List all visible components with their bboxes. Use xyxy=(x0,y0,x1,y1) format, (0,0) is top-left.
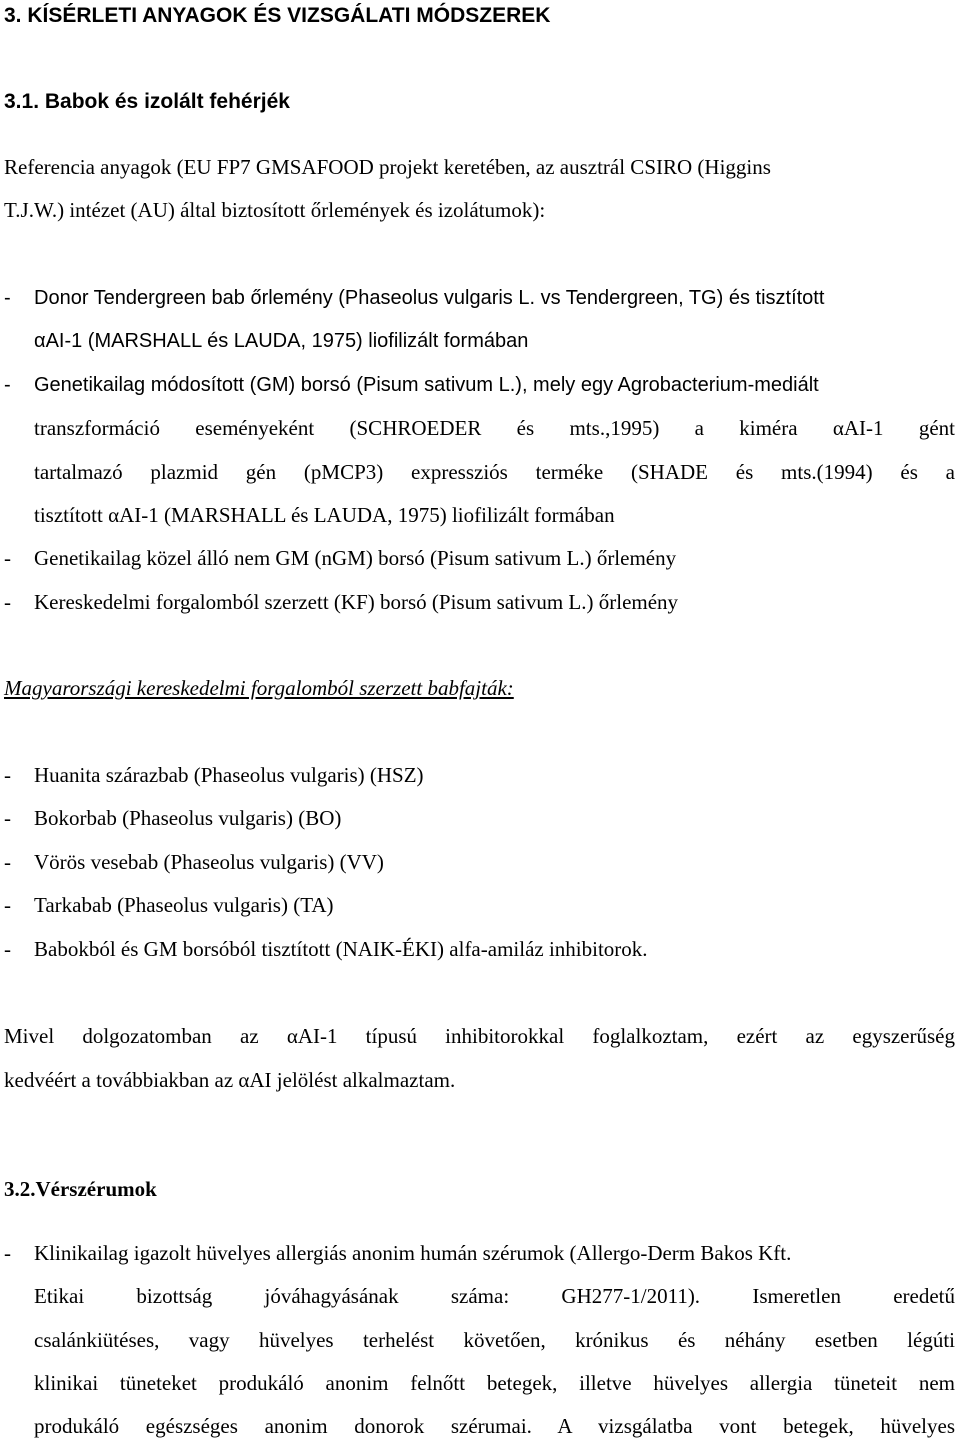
note-line-1: Mivel dolgozatomban az αAI-1 típusú inhibitorokkal foglalkoztam, ezért az egyszerűség xyxy=(4,1024,955,1048)
list-dash: - xyxy=(4,893,11,917)
list-dash: - xyxy=(4,374,11,396)
list-dash: - xyxy=(4,546,11,570)
market-item: Babokból és GM borsóból tisztított (NAIK-ÉKI) alfa-amiláz inhibitorok. xyxy=(34,937,648,961)
serum-text: produkáló egészséges anonim donorok szérumai. A vizsgálatba vont betegek, hüvelyes xyxy=(34,1414,955,1438)
subsection-heading: 3.1. Babok és izolált fehérjék xyxy=(4,90,290,113)
list-item-text: tisztított αAI-1 (MARSHALL és LAUDA, 1975) liofilizált formában xyxy=(34,503,615,527)
list-dash: - xyxy=(4,590,11,614)
section-heading: 3. KÍSÉRLETI ANYAGOK ÉS VIZSGÁLATI MÓDSZEREK xyxy=(4,4,551,27)
subsection-heading: 3.2.Vérszérumok xyxy=(4,1177,157,1201)
serum-text: csalánkiütéses, vagy hüvelyes terhelést követően, krónikus és néhány esetben légúti xyxy=(34,1328,955,1352)
list-item-text: tartalmazó plazmid gén (pMCP3) expressziós terméke (SHADE és mts.(1994) és a xyxy=(34,460,955,484)
market-item: Tarkabab (Phaseolus vulgaris) (TA) xyxy=(34,893,334,917)
market-heading: Magyarországi kereskedelmi forgalomból szerzett babfajták: xyxy=(4,676,514,700)
list-item-text: Genetikailag módosított (GM) borsó (Pisum sativum L.), mely egy Agrobacterium-mediált xyxy=(34,374,819,396)
market-item: Vörös vesebab (Phaseolus vulgaris) (VV) xyxy=(34,850,384,874)
list-item-text: Genetikailag közel álló nem GM (nGM) borsó (Pisum sativum L.) őrlemény xyxy=(34,546,677,570)
list-item-text: αAI-1 (MARSHALL és LAUDA, 1975) liofilizált formában xyxy=(34,330,529,352)
list-dash: - xyxy=(4,937,11,961)
intro-line-2: T.J.W.) intézet (AU) által biztosított őrlemények és izolátumok): xyxy=(4,198,546,222)
intro-line-1: Referencia anyagok (EU FP7 GMSAFOOD projekt keretében, az ausztrál CSIRO (Higgins xyxy=(4,155,771,179)
list-item-text: Kereskedelmi forgalomból szerzett (KF) borsó (Pisum sativum L.) őrlemény xyxy=(34,590,679,614)
note-line-2: kedvéért a továbbiakban az αAI jelölést alkalmaztam. xyxy=(4,1068,456,1092)
serum-text: Klinikailag igazolt hüvelyes allergiás anonim humán szérumok (Allergo-Derm Bakos Kft. xyxy=(34,1241,792,1265)
market-item: Bokorbab (Phaseolus vulgaris) (BO) xyxy=(34,806,342,830)
list-dash: - xyxy=(4,763,11,787)
serum-text: klinikai tüneteket produkáló anonim felnőtt betegek, illetve hüvelyes allergia tüneteit nem xyxy=(34,1371,955,1395)
list-item-text: Donor Tendergreen bab őrlemény (Phaseolus vulgaris L. vs Tendergreen, TG) és tisztított xyxy=(34,287,825,309)
list-dash: - xyxy=(4,806,11,830)
market-item: Huanita szárazbab (Phaseolus vulgaris) (HSZ) xyxy=(34,763,424,787)
list-dash: - xyxy=(4,850,11,874)
list-dash: - xyxy=(4,1241,11,1265)
list-item-text: transzformáció eseményeként (SCHROEDER és mts.,1995) a kiméra αAI-1 gént xyxy=(34,416,955,440)
list-dash: - xyxy=(4,287,11,309)
serum-text: Etikai bizottság jóváhagyásának száma: GH277-1/2011). Ismeretlen eredetű xyxy=(34,1284,955,1308)
